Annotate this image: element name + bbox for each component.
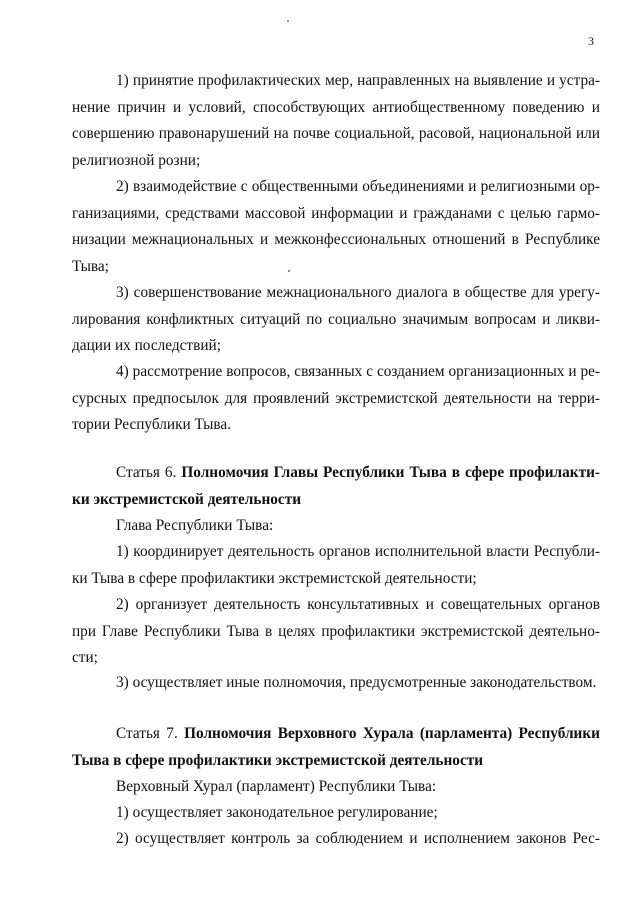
article-6-item-2: 2) организует деятельность консультативных и совещательных органов при Главе Республики Тыва в целях профилактики экстремистской деятельно- сти; — [72, 596, 600, 667]
article-6-item-3: 3) осуществляет иные полномочия, предусмотренные законодательством. — [116, 674, 597, 691]
article-7-title-cont: Тыва в сфере профилактики экстремистской деятельности — [72, 751, 484, 769]
article-6-prefix: Статья 6. — [116, 464, 177, 481]
article-6-heading — [72, 460, 600, 513]
article-7-item-1: 1) осуществляет законодательное регулирование; — [116, 804, 438, 821]
article-7-item-2: 2) осуществляет контроль за соблюдением и исполнением законов Рес- — [116, 830, 600, 847]
article-7-heading — [72, 721, 600, 774]
article-7-title: Полномочия Верховного Хурала (парламента) Республики — [184, 725, 600, 742]
article-7-prefix: Статья 7. — [116, 725, 178, 742]
article-6-intro: Глава Республики Тыва: — [116, 517, 274, 534]
article-7-intro: Верховный Хурал (парламент) Республики Тыва: — [116, 778, 437, 795]
article-6-title-cont: ки экстремистской деятельности — [72, 490, 302, 508]
page-number: 3 — [588, 34, 594, 48]
item-1-prevention-measures: 1) принятие профилактических мер, направленных на выявление и устра- нение причин и условий, способствующих антиобщественному поведению и совершению правонарушений на почве социальной, расовой, национальной или религиозной розни; — [72, 72, 600, 169]
article-6-title: Полномочия Главы Республики Тыва в сфере профилакти- — [181, 464, 600, 481]
item-2-interaction: 2) взаимодействие с общественными объединениями и религиозными ор- ганизациями, средствами массовой информации и гражданами с целью гармо- низации межнациональных и межконфессиональных отношений в Республике Тыва; — [72, 178, 600, 275]
scan-speck — [287, 20, 289, 22]
article-6-item-1: 1) координирует деятельность органов исполнительной власти Республи- ки Тыва в сфере профилактики экстремистской деятельности; — [72, 543, 600, 587]
item-4-review: 4) рассмотрение вопросов, связанных с созданием организационных и ре- сурсных предпосылок для проявлений экстремистской деятельности на терри- тории Республики Тыва. — [72, 363, 600, 434]
item-3-dialogue: 3) совершенствование межнационального диалога в обществе для урегу- лирования конфликтных ситуаций по социально значимым вопросам и ликви- дации их последствий; — [72, 284, 600, 355]
